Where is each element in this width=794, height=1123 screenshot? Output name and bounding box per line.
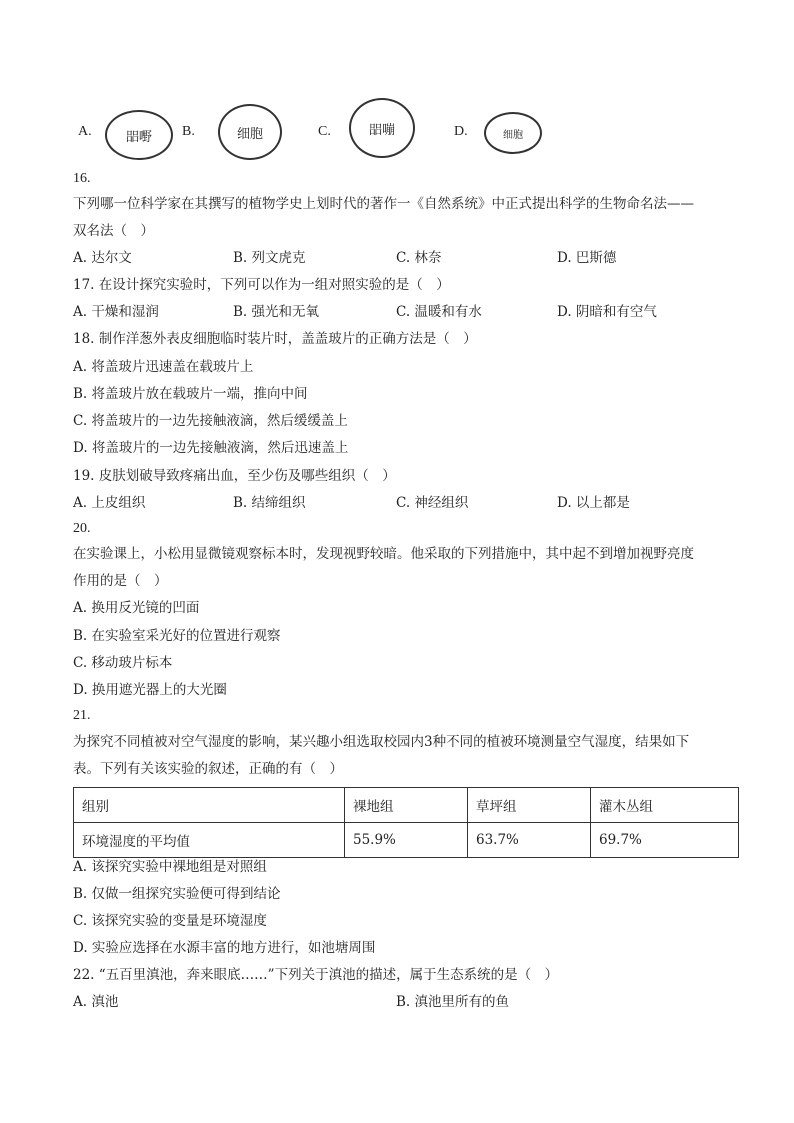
q20-stem-line1: 在实验课上，小松用显微镜观察标本时，发现视野较暗。他采取的下列措施中，其中起不到增加视野亮度 — [73, 546, 694, 562]
q21-stem-line2: 表。下列有关该实验的叙述，正确的有（ ） — [73, 761, 343, 777]
cell-image-c-text: 㗊嘣 — [368, 122, 395, 138]
q22-option-a: A. 滇池 — [73, 994, 119, 1010]
q22-option-b: B. 滇池里所有的鱼 — [396, 994, 510, 1010]
q18-stem: 18. 制作洋葱外表皮细胞临时装片时，盖盖玻片的正确方法是（ ） — [73, 331, 477, 347]
table-row — [74, 823, 739, 858]
cell-image-b — [218, 104, 282, 160]
table-cell: 环境湿度的平均值 — [74, 823, 345, 858]
q16-stem-line2: 双名法（ ） — [73, 223, 154, 239]
table-cell: 63.7% — [468, 823, 591, 858]
q16-option-c: C. 林奈 — [396, 250, 442, 266]
table-cell: 69.7% — [591, 823, 739, 858]
q21-option-c: C. 该探究实验的变量是环境湿度 — [73, 913, 267, 929]
q19-stem: 19. 皮肤划破导致疼痛出血，至少伤及哪些组织（ ） — [73, 468, 396, 484]
cell-image-a-text: 㗊嘢 — [125, 129, 152, 145]
q19-option-c: C. 神经组织 — [396, 495, 469, 511]
cell-image-d-text: 细胞 — [503, 129, 523, 141]
table-cell: 55.9% — [345, 823, 468, 858]
q20-option-d: D. 换用遮光器上的大光圈 — [73, 682, 227, 698]
q18-option-c: C. 将盖玻片的一边先接触液滴，然后缓缓盖上 — [73, 413, 348, 429]
q21-option-a: A. 该探究实验中裸地组是对照组 — [73, 859, 267, 875]
q20-option-c: C. 移动玻片标本 — [73, 655, 173, 671]
q16-stem-line1: 下列哪一位科学家在其撰写的植物学史上划时代的著作一《自然系统》中正式提出科学的生物命名法—— — [73, 196, 694, 212]
q16-number: 16. — [73, 171, 91, 186]
table-header-row — [74, 788, 739, 823]
q17-option-d: D. 阴暗和有空气 — [557, 304, 657, 320]
table-cell: 组别 — [74, 788, 345, 823]
q18-option-d: D. 将盖玻片的一边先接触液滴，然后迅速盖上 — [73, 440, 349, 456]
q19-option-d: D. 以上都是 — [557, 495, 630, 511]
table-cell: 灌木丛组 — [591, 788, 739, 823]
pic-label-a: A. — [78, 124, 92, 139]
cell-image-c — [349, 98, 415, 158]
cell-image-b-text: 细胞 — [236, 126, 263, 142]
humidity-table — [73, 787, 739, 858]
q21-option-d: D. 实验应选择在水源丰富的地方进行，如池塘周围 — [73, 940, 376, 956]
q21-number: 21. — [73, 708, 91, 723]
q18-option-b: B. 将盖玻片放在载玻片一端，推向中间 — [73, 386, 308, 402]
q21-option-b: B. 仅做一组探究实验便可得到结论 — [73, 886, 281, 902]
q20-option-b: B. 在实验室采光好的位置进行观察 — [73, 628, 281, 644]
q17-option-a: A. 干燥和湿润 — [73, 304, 159, 320]
q17-option-b: B. 强光和无氧 — [233, 304, 320, 320]
pic-label-b: B. — [182, 124, 195, 139]
cell-image-a — [105, 110, 173, 160]
table-cell: 裸地组 — [345, 788, 468, 823]
q18-option-a: A. 将盖玻片迅速盖在载玻片上 — [73, 359, 254, 375]
q16-option-a: A. 达尔文 — [73, 250, 132, 266]
table-cell: 草坪组 — [468, 788, 591, 823]
cell-image-d — [484, 112, 542, 154]
q21-stem-line1: 为探究不同植被对空气湿度的影响，某兴趣小组选取校园内3种不同的植被环境测量空气湿度，结果如下 — [73, 734, 690, 750]
q16-option-d: D. 巴斯德 — [557, 250, 617, 266]
q17-option-c: C. 温暖和有水 — [396, 304, 482, 320]
pic-label-d: D. — [454, 124, 468, 139]
q20-stem-line2: 作用的是（ ） — [73, 573, 168, 589]
q19-option-b: B. 结缔组织 — [233, 495, 306, 511]
q16-option-b: B. 列文虎克 — [233, 250, 306, 266]
q22-stem: 22. “五百里滇池，奔来眼底……”下列关于滇池的描述，属于生态系统的是（ ） — [73, 967, 559, 983]
q19-option-a: A. 上皮组织 — [73, 495, 146, 511]
pic-label-c: C. — [318, 124, 331, 139]
q20-number: 20. — [73, 521, 91, 536]
q20-option-a: A. 换用反光镜的凹面 — [73, 600, 200, 616]
q17-stem: 17. 在设计探究实验时，下列可以作为一组对照实验的是（ ） — [73, 277, 450, 293]
